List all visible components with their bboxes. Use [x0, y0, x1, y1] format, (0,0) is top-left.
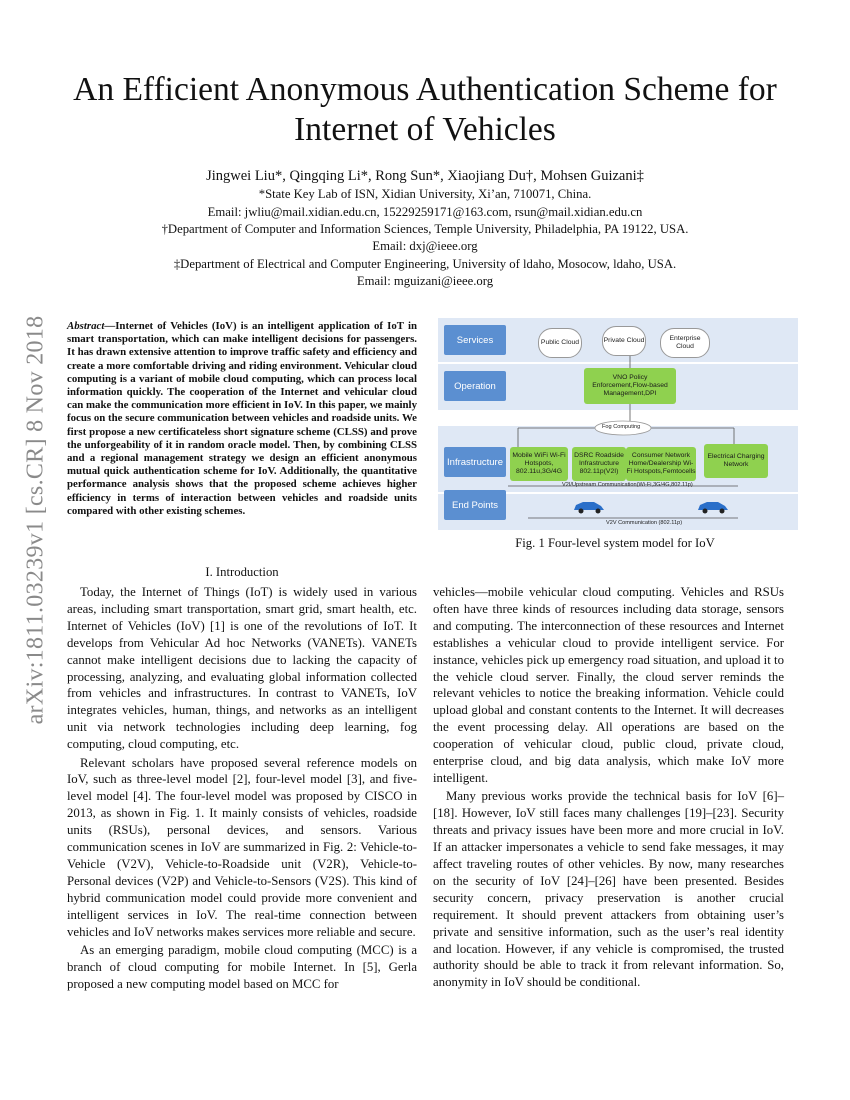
level-services: Services [444, 325, 506, 355]
paragraph: Many previous works provide the technical basis for IoV [6]–[18]. However, IoV still faces many challenges [19]–[23]. Security threats and privacy issues have been more and more crucial in IoV. If an attacker impersonates a vehicle to send fake messages, it may affect traveling routes of other vehicles. By now, many researches on the security of IoV [24]–[26] have been presented. Besides security concern, privacy preservation is another crucial requirement. It should prevent attackers from obtaining user’s private and sensitive information, such as the user’s real identity and location. However, if any vehicle is compromised, the trusted authority should be able to track it from relevant information. So, anonymity in IoV should be conditional. [433, 789, 784, 990]
paper-title: An Efficient Anonymous Authentication Scheme for Internet of Vehicles [73, 71, 777, 148]
vno-box: VNO Policy Enforcement,Flow-based Management,DPI [584, 368, 676, 404]
infra-box-consumer-network: Consumer Network Home/Dealership Wi-Fi Hotspots,Femtocells [626, 447, 696, 481]
email-3: Email: mguizani@ieee.org [356, 274, 494, 288]
level-end-points: End Points [444, 490, 506, 520]
enterprise-cloud: Enterprise Cloud [660, 328, 710, 358]
paragraph: vehicles—mobile vehicular cloud computing. Vehicles and RSUs often have three kinds of resources including data storage, sensors and computing. The interconnection of these resources and Internet establishes a vehicular cloud to provide intelligent service. For instance, vehicles pick up emergency road situation, and upload it to the vehicle cloud server. Finally, the cloud server reminds the relevant vehicles to notice the breaking information. Vehicle could upload global and constant contents to the Internet. It will decreases the event processing delay. All operations are based on the cooperation of vehicular cloud, public cloud, private cloud, enterprise cloud, and big data analysis, which make IoV more intelligent. [433, 585, 784, 785]
infra-box-dsrc: DSRC Roadside Infrastructure 802.11p(V2I) [572, 447, 626, 481]
email-2: Email: dxj@ieee.org [372, 239, 478, 253]
v2v-label: V2V Communication (802.11p) [606, 520, 683, 526]
public-cloud: Public Cloud [538, 328, 582, 358]
paragraph: Relevant scholars have proposed several reference models on IoV, such as three-level model [2], four-level model [3], and five-level model [4]. The four-level model was proposed by CISCO in 2013, as shown in Fig. 1. It mainly consists of vehicles, roadside units (RSUs), personal devices, and sensors. Various communication scenes in IoV are summarized in Fig. 2: Vehicle-to-Vehicle (V2V), Vehicle-to-Roadside unit (V2R), Vehicle-to-Personal devices (V2P) and Vehicle-to-Sensors (V2S). This kind of hybrid communication model could provide more convenient and intelligent services in IoV. The real-time connection between vehicles and IoV networks makes services more reliable and secure. [67, 755, 417, 939]
infra-box-mobile-wifi: Mobile WiFi Wi-Fi Hotspots, 802.11u,3G/4G [510, 447, 568, 481]
car-icon [572, 498, 606, 514]
email-1: Email: jwliu@mail.xidian.edu.cn, 15229259171@163.com, rsun@mail.xidian.edu.cn [207, 205, 643, 219]
figure-caption: Fig. 1 Four-level system model for IoV [515, 536, 715, 550]
arxiv-identifier: arXiv:1811.03239v1 [cs.CR] 8 Nov 2018 [22, 315, 49, 725]
right-column [433, 584, 784, 993]
infra-box-charging: Electrical Charging Network [704, 444, 768, 478]
level-operation: Operation [444, 371, 506, 401]
affiliation-1: *State Key Lab of ISN, Xidian University, Xi’an, 710071, China. [258, 187, 592, 201]
abstract-text: —Internet of Vehicles (IoV) is an intelligent application of IoT in smart transportation, which can make intelligent decisions for passengers. It has drawn extensive attention to improve traffic safety and efficiency and create a more comfortable driving and riding environment. Vehicular cloud computing is a variant of mobile cloud computing, which can process local information quickly. The cooperation of the Internet and vehicular cloud can make the communication more efficient in IoV. In this paper, we mainly focus on the secure communication between vehicles and roadside units. We first propose a new certificateless short signature scheme (CLSS) and prove the unforgeability of it in random oracle model. Then, by combining CLSS and a regional management strategy we design an efficient anonymous mutual quick authentication scheme for IoV. Additionally, the quantitative performance analysis shows that the proposed scheme achieves higher efficiency in terms of interaction between vehicles and roadside units compared with other existing schemes. [67, 320, 417, 517]
arxiv-stamp [14, 260, 58, 780]
car-icon [696, 498, 730, 514]
author-list: Jingwei Liu*, Qingqing Li*, Rong Sun*, Xiaojiang Du†, Mohsen Guizani‡ [206, 168, 644, 184]
affiliation-3: ‡Department of Electrical and Computer Engineering, University of ldaho, Mosocow, ldaho, USA. [173, 257, 677, 271]
v2i-label: V2I/Upstream Communication(Wi-Fi,3G/4G,802.11p) [562, 482, 693, 488]
system-model-figure [438, 318, 798, 532]
affiliation-2: †Department of Computer and Information Sciences, Temple University, Philadelphia, PA 19122, USA. [161, 222, 689, 236]
section-heading: I. Introduction [205, 565, 279, 579]
abstract [67, 320, 417, 518]
paragraph: Today, the Internet of Things (IoT) is widely used in various areas, including smart transportation, smart grid, smart health, etc. Internet of Vehicles (IoV) [1] is one of the revolutions of IoT. It develops from Vehicular Ad hoc Networks (VANETs). VANETs cannot make intelligent decisions due to lacking the capacity of processing, analyzing, and evaluating global information collected from vehicles and infrastructures. In contrast to VANETs, IoV integrates vehicles, human, things, and networks as an intelligent unit via network technologies including deep learning, fog computing, cloud computing, etc. [67, 585, 417, 752]
private-cloud: Private Cloud [602, 326, 646, 356]
left-column [67, 584, 417, 994]
level-infrastructure: Infrastructure [444, 447, 506, 477]
paragraph: As an emerging paradigm, mobile cloud computing (MCC) is a branch of cloud computing for mobile Internet. In [5], Gerla proposed a new computing model based on MCC for [67, 943, 417, 991]
fog-computing-label: Fog Computing [602, 424, 641, 430]
abstract-label: Abstract [67, 320, 105, 332]
